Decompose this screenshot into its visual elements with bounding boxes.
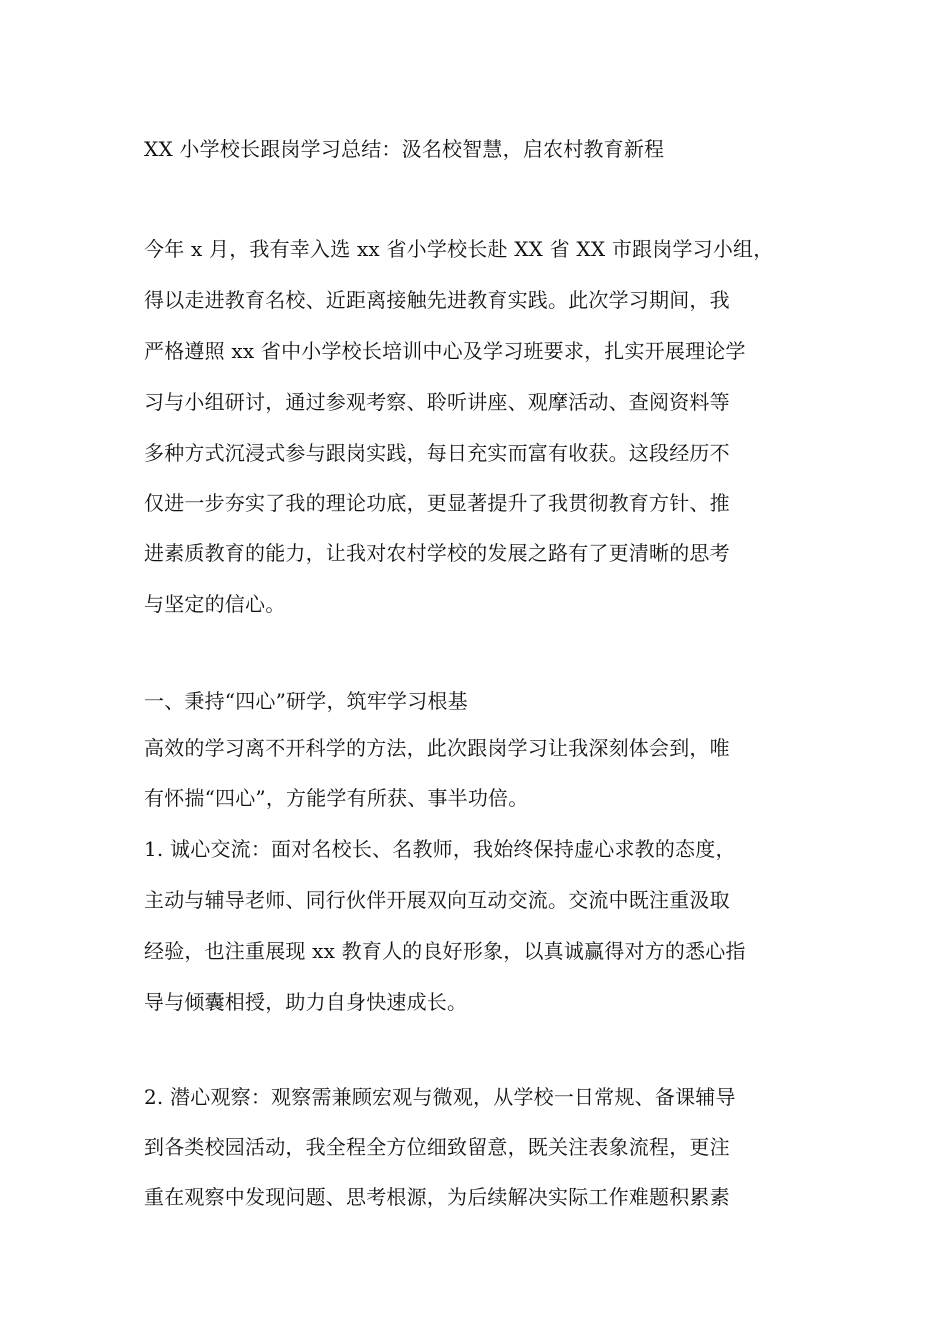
- intro-line: 严格遵照 xx 省中小学校长培训中心及学习班要求，扎实开展理论学: [144, 339, 746, 363]
- intro-line: 习与小组研讨，通过参观考察、聆听讲座、观摩活动、查阅资料等: [144, 390, 730, 414]
- intro-line: 仅进一步夯实了我的理论功底，更显著提升了我贯彻教育方针、推: [144, 491, 730, 515]
- intro-line: 多种方式沉浸式参与跟岗实践，每日充实而富有收获。这段经历不: [144, 441, 730, 465]
- list-item-line: 2. 潜心观察：观察需兼顾宏观与微观，从学校一日常规、备课辅导: [144, 1085, 736, 1109]
- intro-line: 与坚定的信心。: [144, 592, 286, 616]
- list-item-line: 重在观察中发现问题、思考根源，为后续解决实际工作难题积累素: [144, 1185, 730, 1209]
- list-item-line: 经验，也注重展现 xx 教育人的良好形象，以真诚赢得对方的悉心指: [144, 939, 746, 963]
- intro-line: 今年 x 月，我有幸入选 xx 省小学校长赴 XX 省 XX 市跟岗学习小组，: [144, 237, 774, 261]
- list-item-line: 主动与辅导老师、同行伙伴开展双向互动交流。交流中既注重汲取: [144, 888, 730, 912]
- document-title: XX 小学校长跟岗学习总结：汲名校智慧，启农村教育新程: [144, 137, 665, 161]
- section-heading: 一、秉持“四心”研学，筑牢学习根基: [144, 689, 468, 713]
- section-line: 高效的学习离不开科学的方法，此次跟岗学习让我深刻体会到，唯: [144, 736, 730, 760]
- section-line: 有怀揣“四心”，方能学有所获、事半功倍。: [144, 786, 529, 810]
- intro-line: 得以走进教育名校、近距离接触先进教育实践。此次学习期间，我: [144, 288, 730, 312]
- intro-line: 进素质教育的能力，让我对农村学校的发展之路有了更清晰的思考: [144, 541, 730, 565]
- list-item-line: 1. 诚心交流：面对名校长、名教师，我始终保持虚心求教的态度，: [144, 837, 736, 861]
- list-item-line: 到各类校园活动，我全程全方位细致留意，既关注表象流程，更注: [144, 1135, 730, 1159]
- list-item-line: 导与倾囊相授，助力自身快速成长。: [144, 990, 468, 1014]
